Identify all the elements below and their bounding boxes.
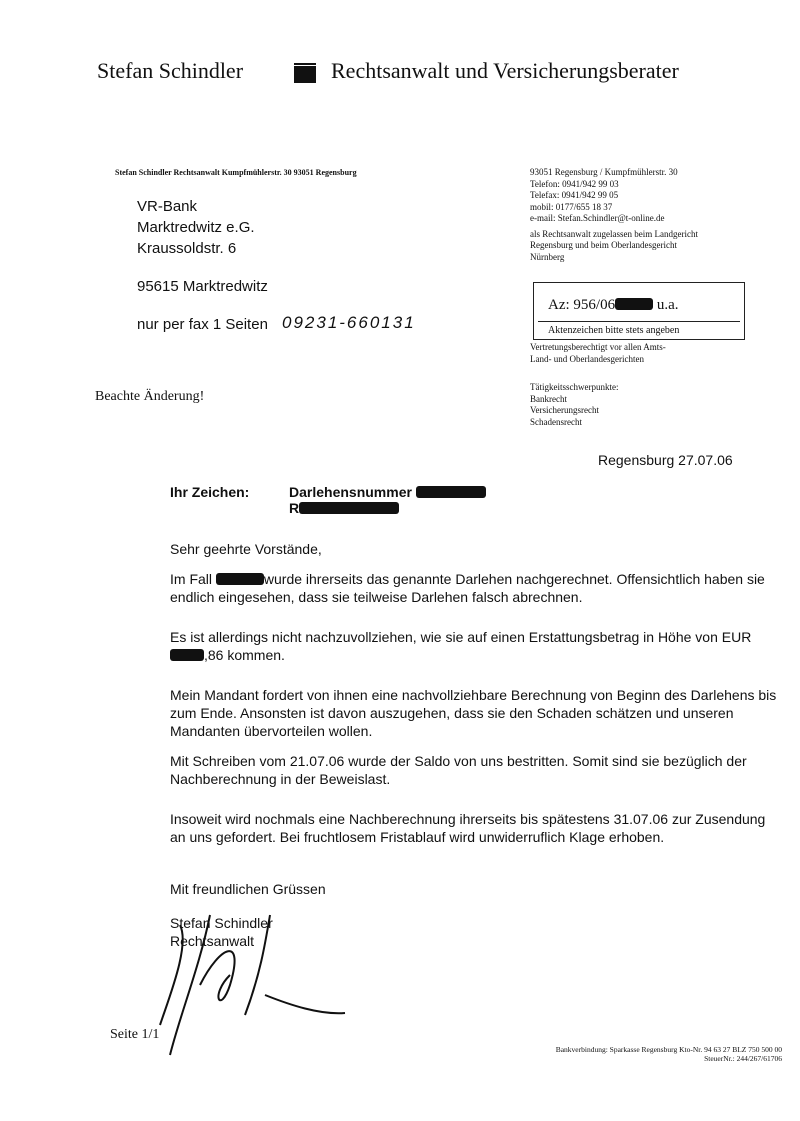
paragraph-4: Mit Schreiben vom 21.07.06 wurde der Saldo von uns bestritten. Somit sind sie bezüglich der Nachberechnung in der Beweislast. [170, 753, 747, 787]
recipient-city: 95615 Marktredwitz [137, 278, 268, 295]
representation [530, 342, 666, 365]
practice-focus [530, 382, 618, 428]
az-note: Aktenzeichen bitte stets angeben [548, 325, 680, 336]
lawyer-title: Rechtsanwalt und Versicherungsberater [331, 58, 679, 83]
focus-item: Bankrecht [530, 393, 567, 404]
paragraph-5: Insoweit wird nochmals eine Nachberechnung ihrerseits bis spätestens 31.07.06 zur Zusendung an uns gefordert. Bei fruchtlosem Fristablauf wird unwiderruflich Klage erhoben. [170, 811, 766, 845]
focus-item: Schadensrecht [530, 416, 582, 427]
signer-name: Stefan Schindler [170, 915, 273, 931]
contact-block [530, 167, 698, 263]
redaction [299, 502, 399, 514]
tax-number: SteuerNr.: 244/267/61706 [704, 1054, 782, 1063]
notice: Beachte Änderung! [95, 389, 205, 404]
contact-email: e-mail: Stefan.Schindler@t-online.de [530, 213, 665, 223]
bank-line: Bankverbindung: Sparkasse Regensburg Kto-Nr. 94 63 27 BLZ 750 500 00 [555, 1045, 782, 1054]
redaction [170, 649, 204, 661]
contact-phone: Telefon: 0941/942 99 03 [530, 178, 619, 189]
reference-value [289, 484, 486, 516]
contact-address: 93051 Regensburg / Kumpfmühlerstr. 30 [530, 167, 678, 177]
closing: Mit freundlichen Grüssen [170, 881, 326, 897]
contact-fax: Telefax: 0941/942 99 05 [530, 190, 619, 200]
salutation: Sehr geehrte Vorstände, [170, 541, 322, 557]
bank-details [470, 1045, 782, 1063]
az-suffix: u.a. [656, 297, 679, 313]
admission-line: als Rechtsanwalt zugelassen beim Landgericht [530, 228, 698, 239]
focus-title: Tätigkeitsschwerpunkte: [530, 382, 619, 392]
lawyer-name: Stefan Schindler [97, 58, 244, 83]
paragraph-1 [170, 570, 782, 606]
logo-icon [294, 62, 316, 83]
reference-text: Darlehensnummer [289, 484, 412, 500]
representation-line: Vertretungsberechtigt vor allen Amts- [530, 342, 666, 352]
text: wurde ihrerseits das genannte Darlehen nachgerechnet. Offensichtlich haben sie endlich eingesehen, dass sie teilweise Darlehen falsch abrechnen. [170, 571, 765, 605]
focus-item: Versicherungsrecht [530, 405, 599, 415]
fax-label: nur per fax 1 Seiten [137, 316, 268, 333]
redaction [416, 486, 486, 498]
contact-mobile: mobil: 0177/655 18 37 [530, 201, 613, 212]
paragraph-3: Mein Mandant fordert von ihnen eine nachvollziehbare Berechnung von Beginn des Darlehens bis zum Ende. Ansonsten ist davon auszugehen, dass sie den Schaden schätzen und unseren Mandanten übervorteilen wollen. [170, 687, 777, 739]
representation-line: Land- und Oberlandesgerichten [530, 353, 644, 364]
redaction [216, 573, 264, 585]
admission-line: Regensburg und beim Oberlandesgericht [530, 240, 678, 250]
text: ,86 kommen. [204, 647, 285, 663]
file-reference-box [533, 282, 745, 340]
admission-line: Nürnberg [530, 251, 565, 262]
paragraph-2 [170, 628, 782, 664]
page-number: Seite 1/1 [110, 1027, 160, 1042]
sender-line: Stefan Schindler Rechtsanwalt Kumpfmühlerstr. 30 93051 Regensburg [115, 168, 357, 177]
signer-role: Rechtsanwalt [170, 933, 255, 949]
date: Regensburg 27.07.06 [598, 452, 733, 468]
recipient-line2: Marktredwitz e.G. [137, 219, 255, 236]
recipient-street: Kraussoldstr. 6 [137, 240, 237, 257]
text: Es ist allerdings nicht nachzuvollziehen, wie sie auf einen Erstattungsbetrag in Höhe von EUR [170, 629, 752, 645]
redaction [615, 298, 653, 310]
text: Im Fall [170, 571, 212, 587]
az-prefix: Az: 956/06 [548, 297, 616, 313]
reference-label: Ihr Zeichen: [170, 484, 250, 500]
reference-line2: R [289, 500, 300, 516]
signature [150, 905, 350, 1065]
fax-number-handwritten: 09231-660131 [282, 313, 416, 332]
recipient-line1: VR-Bank [137, 198, 198, 215]
